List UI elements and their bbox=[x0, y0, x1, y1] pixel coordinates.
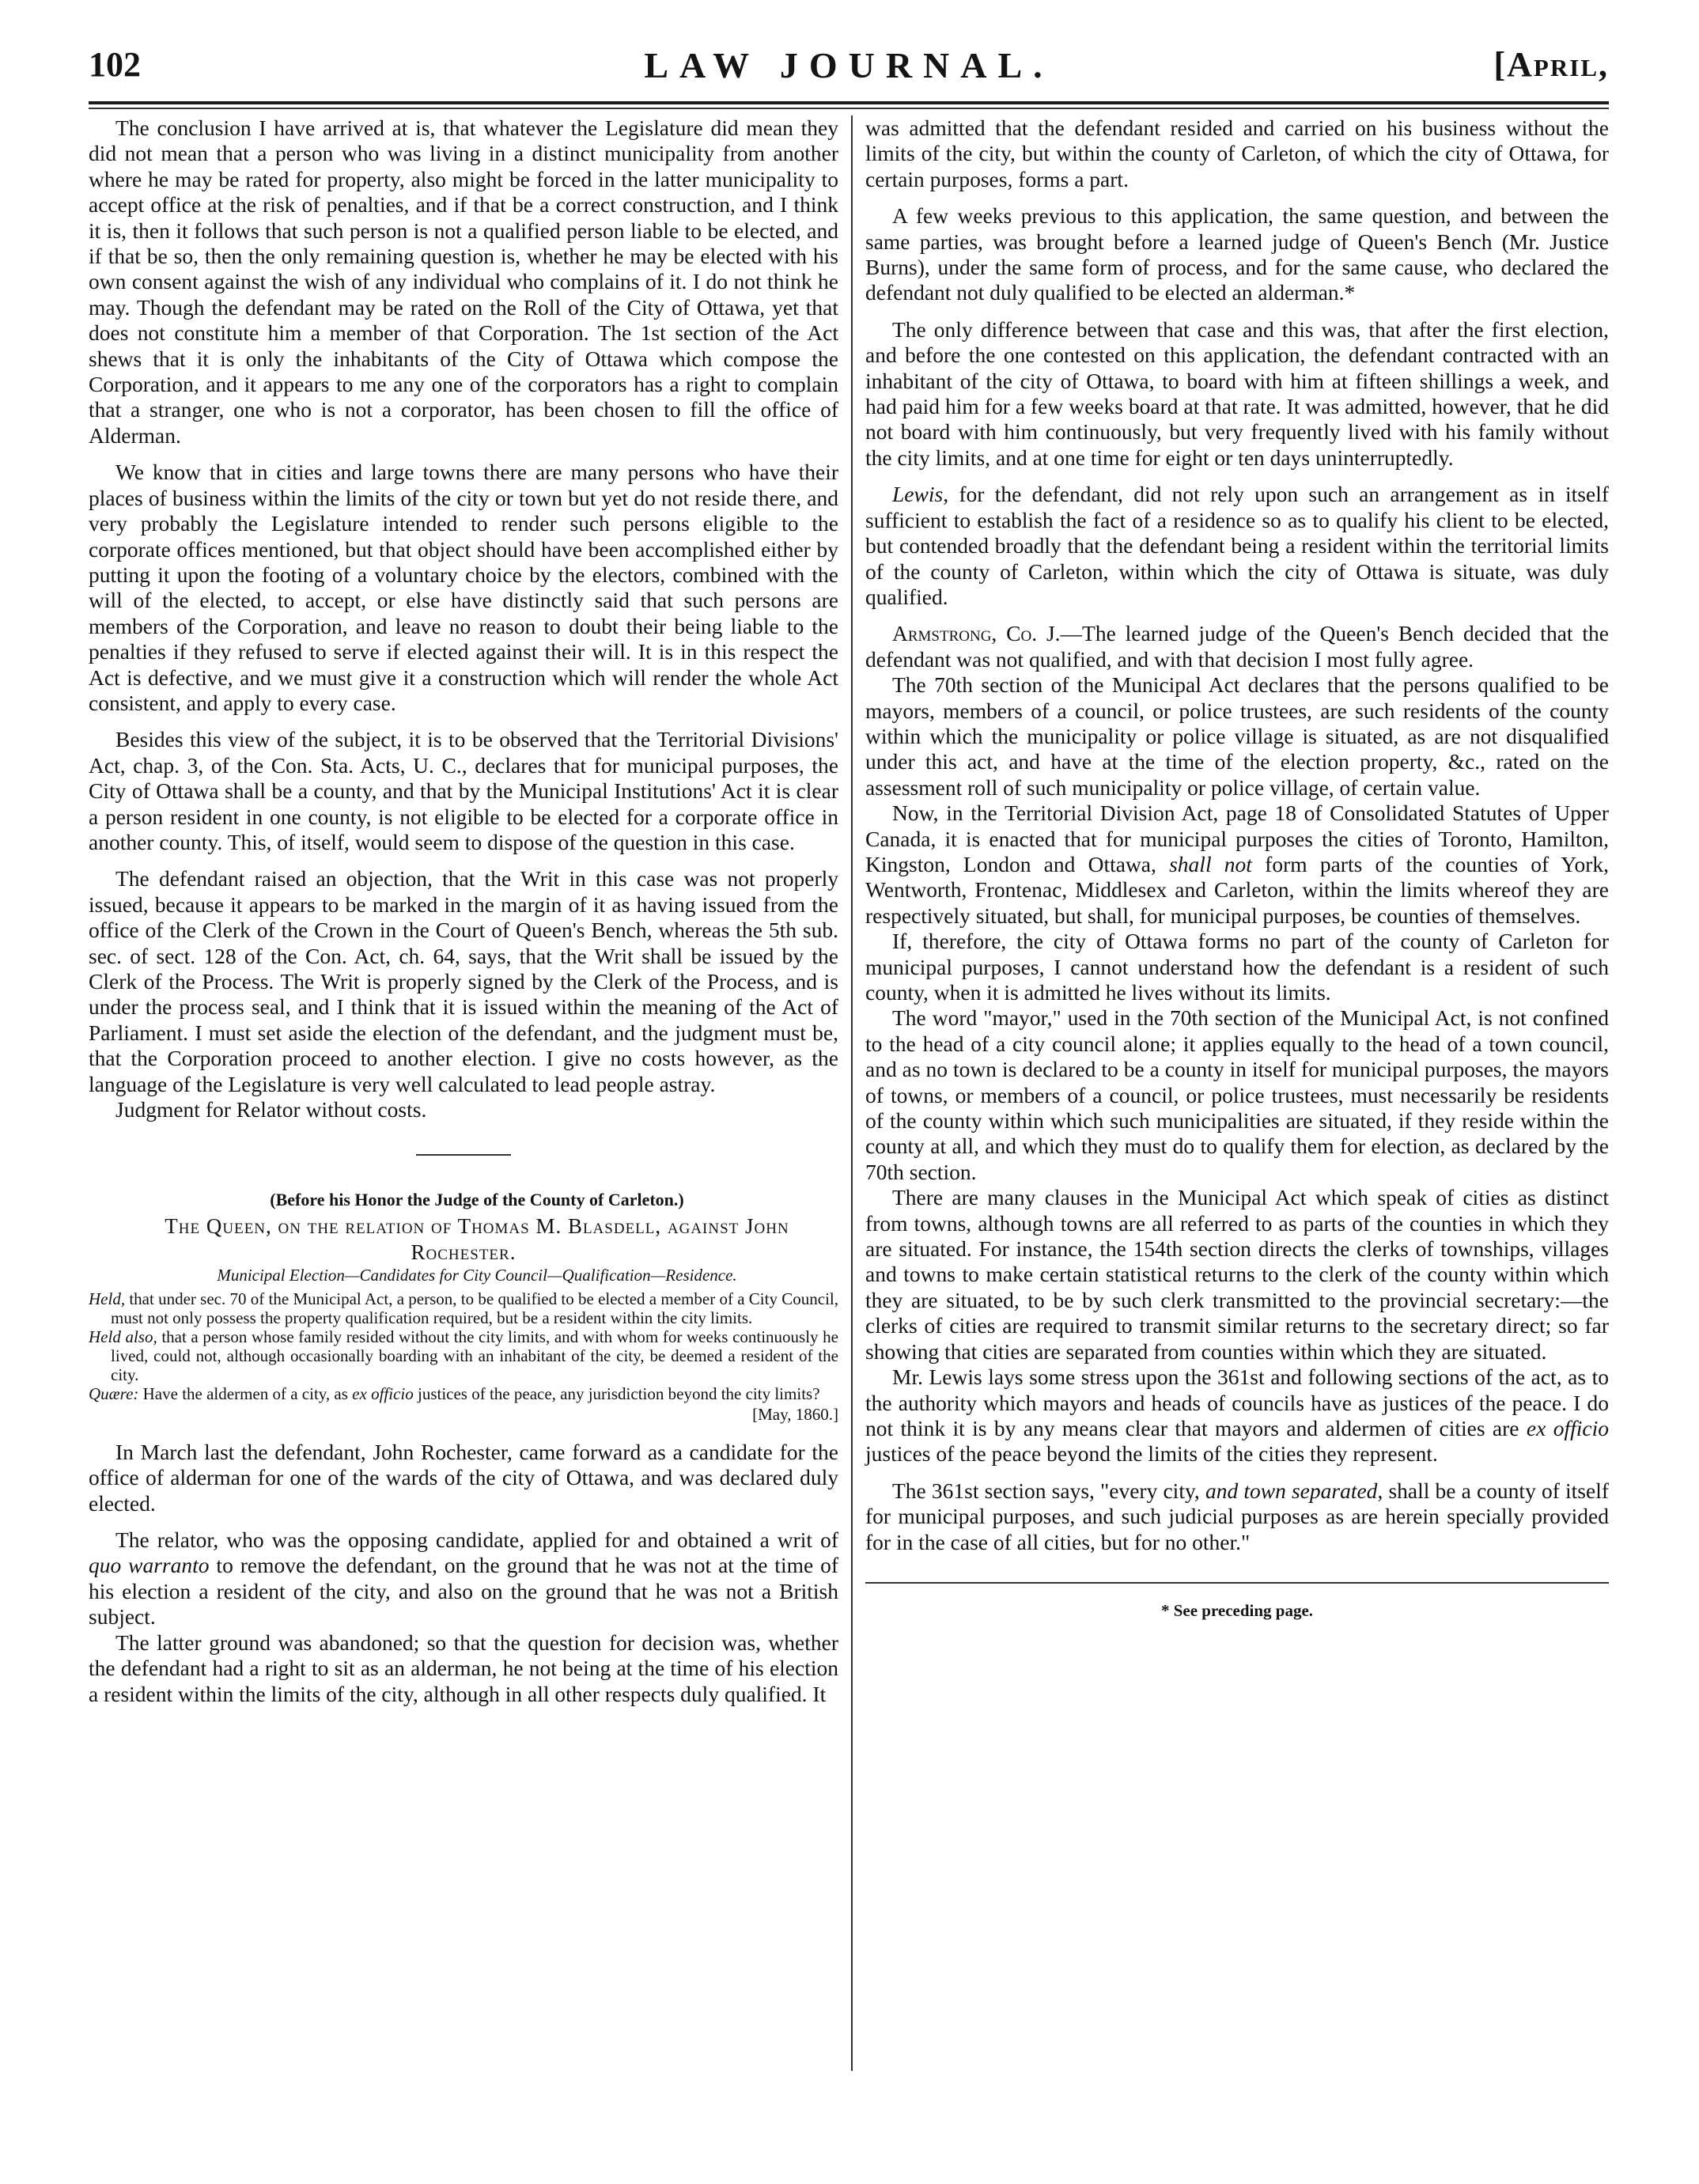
left-column bbox=[89, 115, 838, 1707]
footnote: * See preceding page. bbox=[1160, 1600, 1314, 1620]
text-run: form parts of the counties of York, Wentworth, Frontenac, Middlesex and Carleton, within the limits whereof they are respectively situated, but shall, for municipal purposes, be counties of themselves. bbox=[865, 851, 1610, 928]
judge-name: Armstrong, Co. J. bbox=[892, 621, 1061, 646]
text-run: , shall be a county of itself for municipal purposes, and such judicial purposes as are herein specially provided for in the case of all cities, but for no other." bbox=[865, 1478, 1609, 1554]
text-run: —The learned judge of the Queen's Bench decided that the defendant was not qualified, and with that decision I most fully agree. bbox=[865, 621, 1609, 672]
quaere-italic: ex officio bbox=[352, 1383, 414, 1403]
page-number: 102 bbox=[89, 45, 141, 84]
italic-term: ex officio bbox=[1526, 1415, 1609, 1440]
paragraph bbox=[865, 1478, 1609, 1555]
paragraph bbox=[89, 1527, 838, 1630]
header-rule bbox=[89, 101, 1609, 104]
text-run: to remove the defendant, on the ground that he was not at the time of his election a resident of the city, and also on the ground that he was not a British subject. bbox=[89, 1553, 838, 1629]
counsel-name: Lewis bbox=[892, 482, 944, 507]
paragraph bbox=[865, 1365, 1609, 1467]
text-run: , for the defendant, did not rely upon such an arrangement as in itself sufficient to establish the fact of a residence so as to qualify his client to be elected, but contended broadly that the defendant being a resident within the territorial limits of the county of Carleton, within which the city of Ottawa is situate, was duly qualified. bbox=[865, 482, 1609, 609]
paragraph: In March last the defendant, John Rochester, came forward as a candidate for the office of alderman for one of the wards of the city of Ottawa, and was declared duly elected. bbox=[89, 1439, 838, 1516]
paragraph: The word "mayor," used in the 70th section of the Municipal Act, is not confined to the head of a city council alone; it applies equally to the head of a town council, and as no town is declared to be a county in itself for municipal purposes, the mayors of towns, or members of a council, or police trustees, must necessarily be residents of the county within which such municipalities are situated, if they reside within the county at all, and which they must do to qualify them for election, as declared by the 70th section. bbox=[865, 1005, 1609, 1184]
case-title: The Queen, on the relation of Thomas M. Blasdell, against John Rochester. bbox=[165, 1213, 789, 1264]
issue-month: [April, bbox=[1493, 45, 1609, 84]
paragraph: The only difference between that case and this was, that after the first election, and before the one contested on this application, the defendant contracted with an inhabitant of the city of Ottawa, to board with him at fifteen shillings a week, and had paid him for a few weeks board at that rate. It was admitted, however, that he did not board with him continuously, but very frequently lived with his family without the city limits, and at one time for eight or ten days uninterruptedly. bbox=[865, 316, 1609, 470]
paragraph: We know that in cities and large towns there are many persons who have their places of business within the limits of the city or town but yet do not reside there, and very probably the Legislature intended to render such persons eligible to the corporate offices mentioned, but that object should have been accomplished either by putting it upon the footing of a voluntary choice by the electors, combined with the will of the elected, to accept, or else have distinctly said that such persons are members of the Corporation, and leave no reason to doubt their being liable to the penalties if they refused to serve if elected against their will. It is in this respect the Act is defective, and we must give it a construction which will render the whole Act consistent, and apply to every case. bbox=[89, 460, 838, 715]
paragraph bbox=[865, 621, 1609, 672]
journal-title: LAW JOURNAL. bbox=[644, 45, 1054, 85]
paragraph: Besides this view of the subject, it is to be observed that the Territorial Divisions' Act, chap. 3, of the Con. Sta. Acts, U. C., declares that for municipal purposes, the City of Ottawa shall be a county, and that by the Municipal Institutions' Act it is clear a person resident in one county, is not eligible to be elected for a corporate office in another county. This, of itself, would seem to dispose of the question in this case. bbox=[89, 727, 838, 854]
paragraph: The defendant raised an objection, that the Writ in this case was not properly issued, because it appears to be marked in the margin of it as having issued from the office of the Clerk of the Crown in the Court of Queen's Bench, whereas the 5th sub. sec. of sect. 128 of the Con. Act, ch. 64, says, that the Writ shall be issued by the Clerk of the Process. The Writ is properly signed by the Clerk of the Process, and is under the process seal, and I think that it is issued within the meaning of the Act of Parliament. I must set aside the election of the defendant, and the judgment must be, that the Corporation proceed to another election. I give no costs however, as the language of the Legislature is very well calculated to lead people astray. bbox=[89, 866, 838, 1096]
right-column bbox=[865, 115, 1609, 1623]
footnote-rule bbox=[865, 1582, 1609, 1584]
italic-term: shall not bbox=[1169, 851, 1252, 876]
quaere-text-end: justices of the peace, any jurisdiction beyond the city limits? bbox=[413, 1383, 820, 1403]
judgment-line: Judgment for Relator without costs. bbox=[115, 1097, 427, 1122]
header-rule-thin bbox=[89, 108, 1609, 109]
held-text: that under sec. 70 of the Municipal Act, a person, to be qualified to be elected a member of a City Council, must not only possess the property qualification required, but be a resident within the city limits. bbox=[111, 1289, 838, 1327]
paragraph: A few weeks previous to this application, the same question, and between the same parties, was brought before a learned judge of Queen's Bench (Mr. Justice Burns), under the same form of process, and for the same cause, who declared the defendant not duly qualified to be elected an alderman.* bbox=[865, 203, 1609, 305]
held-label: Held also, bbox=[89, 1327, 157, 1346]
text-run: Mr. Lewis lays some stress upon the 361st and following sections of the act, as to the authority which mayors and heads of councils have as justices of the peace. I do not think it is by any means clear that mayors and aldermen of cities are bbox=[865, 1365, 1609, 1440]
paragraph bbox=[865, 801, 1609, 929]
syllabus-held-1 bbox=[89, 1289, 838, 1327]
column-divider bbox=[851, 115, 853, 2071]
paragraph: was admitted that the defendant resided and carried on his business without the limits of the city, but within the county of Carleton, of which the city of Ottawa, for certain purposes, forms a part. bbox=[865, 115, 1609, 191]
court-line: (Before his Honor the Judge of the County of Carleton.) bbox=[270, 1190, 684, 1210]
paragraph: The 70th section of the Municipal Act declares that the persons qualified to be mayors, members of a council, or police trustees, are such residents of the county within which the municipality or police village is situated, as are not disqualified under this act, and have at the time of the election property, &c., rated on the assessment roll of such municipality or police village, of certain value. bbox=[865, 672, 1609, 800]
syllabus-held-2 bbox=[89, 1327, 838, 1384]
paragraph: The latter ground was abandoned; so that the question for decision was, whether the defendant had a right to sit as an alderman, he not being at the time of his election a resident within the limits of the city, although in all other respects duly qualified. It bbox=[89, 1629, 838, 1706]
section-divider bbox=[416, 1154, 511, 1156]
held-text: that a person whose family resided without the city limits, and with whom for weeks continuously he lived, could not, although occasionally boarding with an inhabitant of the city, be deemed a resident of the city. bbox=[111, 1327, 839, 1384]
paragraph: If, therefore, the city of Ottawa forms no part of the county of Carleton for municipal purposes, I cannot understand how the defendant is a resident of such county, when it is admitted he lives without its limits. bbox=[865, 929, 1609, 1005]
italic-term: and town separated bbox=[1205, 1478, 1378, 1503]
paragraph: There are many clauses in the Municipal Act which speak of cities as distinct from towns, although towns are all referred to as parts of the counties in which they are situated. For instance, the 154th section directs the clerks of townships, villages and towns to make certain statistical returns to the clerk of the county within which they are situated, to be by such clerk transmitted to the provincial secretary:—the clerks of cities are required to transmit similar returns to the secretary direct; so far showing that cities are separated from counties within which they are situated. bbox=[865, 1185, 1609, 1364]
italic-term: quo warranto bbox=[89, 1553, 210, 1578]
text-run: justices of the peace beyond the limits of the cities they represent. bbox=[865, 1441, 1438, 1467]
quaere-text: Have the aldermen of a city, as bbox=[138, 1383, 353, 1403]
paragraph: The conclusion I have arrived at is, that whatever the Legislature did mean they did not mean that a person who was living in a distinct municipality from another where he may be rated for property, also might be forced in the latter municipality to accept office at the risk of penalties, and if that be a correct construction, and I think it is, then it follows that such person is not a qualified person liable to be elected, and if that be so, then the only remaining question is, whether he may be elected with his own consent against the wish of any individual who complains of it. I do not think he may. Though the defendant may be rated on the Roll of the City of Ottawa, yet that does not constitute him a member of that Corporation. The 1st section of the Act shews that it is only the inhabitants of the City of Ottawa which compose the Corporation, and it appears to me any one of the corporators has a right to complain that a stranger, one who is not a corporator, has been chosen to fill the office of Alderman. bbox=[89, 115, 838, 448]
syllabus-heading: Municipal Election—Candidates for City Council—Qualification—Residence. bbox=[217, 1265, 737, 1285]
paragraph bbox=[865, 482, 1609, 610]
decision-date: [May, 1860.] bbox=[752, 1404, 838, 1424]
text-run: The relator, who was the opposing candidate, applied for and obtained a writ of bbox=[115, 1527, 838, 1553]
text-run: Now, in the Territorial Division Act, page 18 of Consolidated Statutes of Upper Canada, it is enacted that for municipal purposes the cities of Toronto, Hamilton, Kingston, London and Ottawa, bbox=[865, 801, 1609, 876]
syllabus-quaere bbox=[89, 1384, 838, 1403]
held-label: Held, bbox=[89, 1289, 126, 1308]
running-header bbox=[89, 44, 1609, 92]
quaere-label: Quære: bbox=[89, 1383, 139, 1403]
text-run: The 361st section says, "every city, bbox=[892, 1478, 1205, 1503]
